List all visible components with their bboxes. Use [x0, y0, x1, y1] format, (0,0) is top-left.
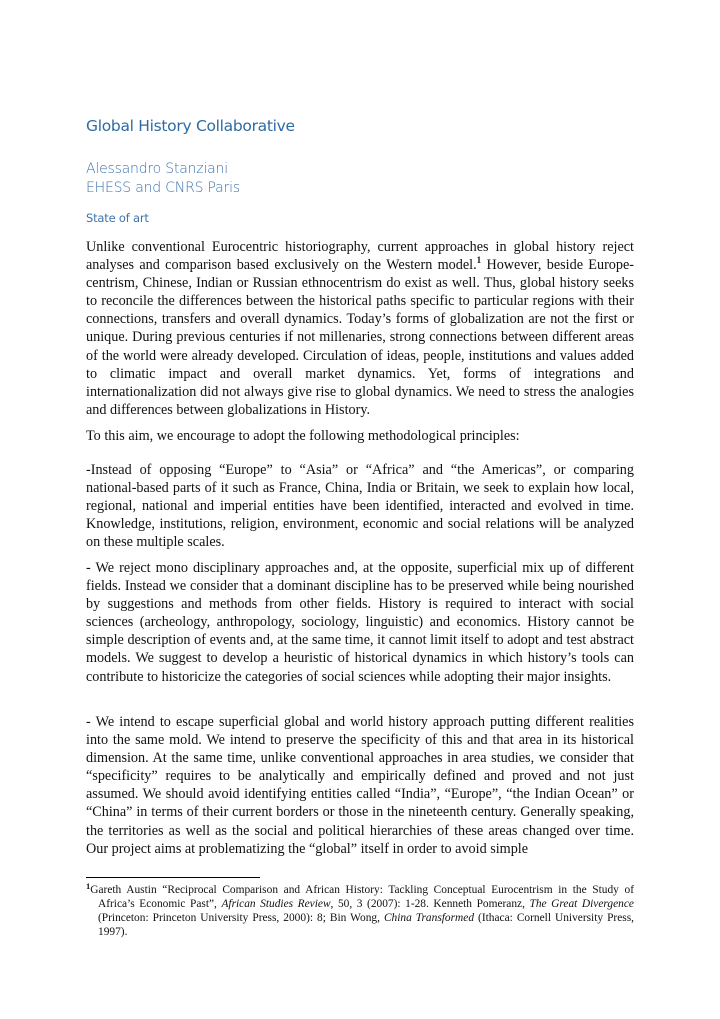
paragraph-aim: To this aim, we encourage to adopt the following methodological principles:: [86, 428, 520, 444]
footnote-text-1: Gareth Austin “Reciprocal Comparison and African History: Tackling Conceptual Eurocentrism in the Study of Africa’s Economic Past”,: [90, 884, 634, 910]
footnote-reference[interactable]: 1: [476, 255, 482, 266]
paragraph-intro-text-b: However, beside Europe-centrism, Chinese, Indian or Russian ethnocentrism do exist as well. Thus, global history seeks to reconcile the differences between the historical paths specific to particular regions with their connections, transfers and overall dynamics. Today’s forms of globalization are not the first or unique. During previous centuries if not millenaries, strong connections between different areas of the world were already developed. Circulation of ideas, people, institutions and values added to climatic impact and overall market dynamics. Yet, forms of integrations and internationalization did not always give rise to global dynamics. We need to stress the analogies and differences between globalizations in History.: [86, 257, 634, 418]
section-heading: State of art: [86, 211, 149, 225]
footnote-journal-title: African Studies Review: [221, 897, 331, 910]
paragraph-intro: [86, 238, 634, 419]
footnote: [86, 881, 634, 940]
paragraph-principle-specificity: - We intend to escape superficial global and world history approach putting different realities into the same mold. We intend to preserve the specificity of this and that area in its historical dimension. At the same time, unlike conventional approaches in area studies, we consider that “specificity” requires to be analytically and empirically defined and proved and not just assumed. We should avoid identifying entities called “India”, “Europe”, “the Indian Ocean” or “China” in terms of their current borders or those in the nineteenth century. Generally speaking, the territories as well as the social and political hierarchies of these areas changed over time. Our project aims at problematizing the “global” itself in order to avoid simple: [86, 714, 634, 857]
footnote-separator: [86, 877, 260, 878]
author-affiliation: EHESS and CNRS Paris: [86, 180, 240, 196]
footnote-text-2: , 50, 3 (2007): 1-28. Kenneth Pomeranz,: [330, 897, 530, 910]
author-name: Alessandro Stanziani: [86, 161, 228, 177]
paragraph-principle-disciplines: - We reject mono disciplinary approaches and, at the opposite, superficial mix up of different fields. Instead we consider that a dominant discipline has to be preserved while being nourished by suggestions and methods from other fields. History is required to interact with social sciences (archeology, anthropology, sociology, linguistic) and economics. History cannot be simple description of events and, at the same time, it cannot limit itself to adopt and test abstract models. We suggest to develop a heuristic of historical dynamics in which history’s tools can contribute to historicize the categories of social sciences while adopting their major insights.: [86, 560, 634, 685]
paragraph-intro-text-a: Unlike conventional Eurocentric historiography, current approaches in global history reject analyses and comparison based exclusively on the Western model.: [86, 239, 634, 274]
paragraph-principle-scales: -Instead of opposing “Europe” to “Asia” or “Africa” and “the Americas”, or comparing national-based parts of it such as France, China, India or Britain, we seek to explain how local, regional, national and imperial entities have been identified, interacted and evolved in time. Knowledge, institutions, religion, environment, economic and social relations will be analyzed on these multiple scales.: [86, 462, 634, 551]
footnote-book-title-2: China Transformed: [383, 911, 475, 924]
footnote-text-4: (Ithaca: Cornell University Press, 1997).: [98, 911, 634, 938]
footnote-book-title-1: The Great Divergence: [529, 897, 634, 910]
document-title: Global History Collaborative: [86, 117, 295, 135]
footnote-text-3: (Princeton: Princeton University Press, 2000): 8; Bin Wong,: [98, 911, 384, 924]
footnote-mark: 1: [86, 881, 91, 891]
